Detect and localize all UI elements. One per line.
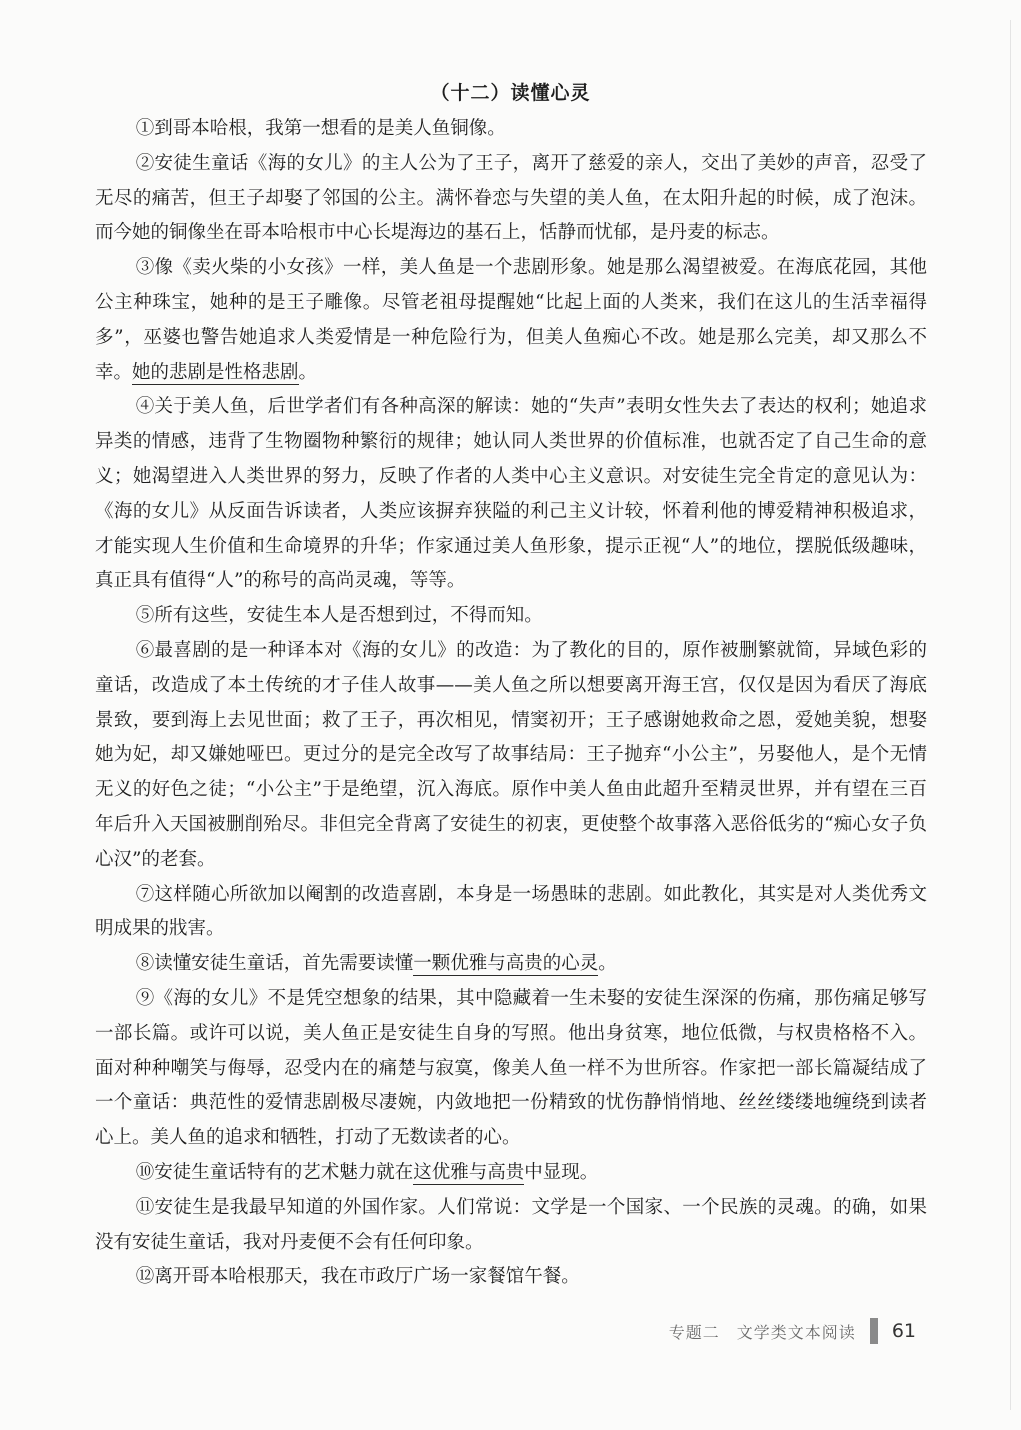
paragraph-1: ①到哥本哈根，我第一想看的是美人鱼铜像。 (135, 118, 506, 139)
page-footer (669, 1318, 916, 1344)
paragraph-5: ⑤所有这些，安徒生本人是否想到过，不得而知。 (135, 605, 543, 627)
paragraph-8: ⑧读懂安徒生童话，首先需要读懂一颗优雅与高贵的心灵。 (135, 953, 617, 975)
paragraph-4: ④关于美人鱼，后世学者们有各种高深的解读：她的“失声”表明女性失去了表达的权利；她追求异类的情感，违背了生物圈物种繁衍的规律；她认同人类世界的价值标准，也就否定了自己生命的意义；她渴望进入人类世界的努力，反映了作者的人类中心主义意识。对安徒生完全肯定的意见认为：《海的女儿》从反面告诉读者，人类应该摒弃狭隘的利己主义计较，怀着利他的博爱精神积极追求，才能实现人生价值和生命境界的升华；作家通过美人鱼形象，提示正视“人”的地位，摆脱低级趣味，真正具有值得“人”的称号的高尚灵魂，等等。 (95, 396, 927, 592)
paragraph-10: ⑩安徒生童话特有的艺术魅力就在这优雅与高贵中显现。 (135, 1161, 599, 1183)
article-body (95, 112, 927, 1295)
footer-section-label: 专题二 文学类文本阅读 (668, 1322, 856, 1342)
paragraph-7: ⑦这样随心所欲加以阉割的改造喜剧，本身是一场愚昧的悲剧。如此教化，其实是对人类优秀文明成果的戕害。 (95, 883, 927, 940)
paragraph-9: ⑨《海的女儿》不是凭空想象的结果，其中隐藏着一生未娶的安徒生深深的伤痛，那伤痛足够写一部长篇。或许可以说，美人鱼正是安徒生自身的写照。他出身贫寒，地位低微，与权贵格格不入。面对种种嘲笑与侮辱，忍受内在的痛楚与寂寞，像美人鱼一样不为世所容。作家把一部长篇凝结成了一个童话：典范性的爱情悲剧极尽凄婉，内敛地把一份精致的忧伤静悄悄地、丝丝缕缕地缠绕到读者心上。美人鱼的追求和牺牲，打动了无数读者的心。 (95, 987, 927, 1149)
paragraph-3: ③像《卖火柴的小女孩》一样，美人鱼是一个悲剧形象。她是那么渴望被爱。在海底花园，其他公主种珠宝，她种的是王子雕像。尽管老祖母提醒她“比起上面的人类来，我们在这儿的生活幸福得多”，巫婆也警告她追求人类爱情是一种危险行为，但美人鱼痴心不改。她是那么完美，却又那么不幸。她的悲剧是性格悲剧。 (95, 257, 927, 383)
page-edge-line (1010, 20, 1011, 1410)
underlined-phrase: 一颗优雅与高贵的心灵 (413, 953, 599, 975)
page-number: 61 (891, 1320, 916, 1342)
section-title: （十二）读懂心灵 (430, 82, 591, 104)
paragraph-2: ②安徒生童话《海的女儿》的主人公为了王子，离开了慈爱的亲人，交出了美妙的声音，忍受了无尽的痛苦，但王子却娶了邻国的公主。满怀眷恋与失望的美人鱼，在太阳升起的时候，成了泡沫。而今她的铜像坐在哥本哈根市中心长堤海边的基石上，恬静而忧郁，是丹麦的标志。 (95, 152, 927, 244)
paragraph-6: ⑥最喜剧的是一种译本对《海的女儿》的改造：为了教化的目的，原作被删繁就简，异域色彩的童话，改造成了本土传统的才子佳人故事——美人鱼之所以想要离开海王宫，仅仅是因为看厌了海底景致，要到海上去见世面；救了王子，再次相见，情窦初开；王子感谢她救命之恩，爱她美貌，想娶她为妃，却又嫌她哑巴。更过分的是完全改写了故事结局：王子抛弃“小公主”，另娶他人，是个无情无义的好色之徒；“小公主”于是绝望，沉入海底。原作中美人鱼由此超升至精灵世界，并有望在三百年后升入天国被删削殆尽。非但完全背离了安徒生的初衷，更使整个故事落入恶俗低劣的“痴心女子负心汉”的老套。 (95, 639, 927, 870)
paragraph-11: ⑪安徒生是我最早知道的外国作家。人们常说：文学是一个国家、一个民族的灵魂。的确，如果没有安徒生童话，我对丹麦便不会有任何印象。 (95, 1196, 927, 1253)
paragraph-12: ⑫离开哥本哈根那天，我在市政厅广场一家餐馆午餐。 (135, 1266, 580, 1288)
underlined-phrase: 这优雅与高贵 (413, 1161, 525, 1183)
footer-divider-bar (870, 1318, 878, 1344)
underlined-phrase: 她的悲剧是性格悲剧 (132, 361, 299, 383)
